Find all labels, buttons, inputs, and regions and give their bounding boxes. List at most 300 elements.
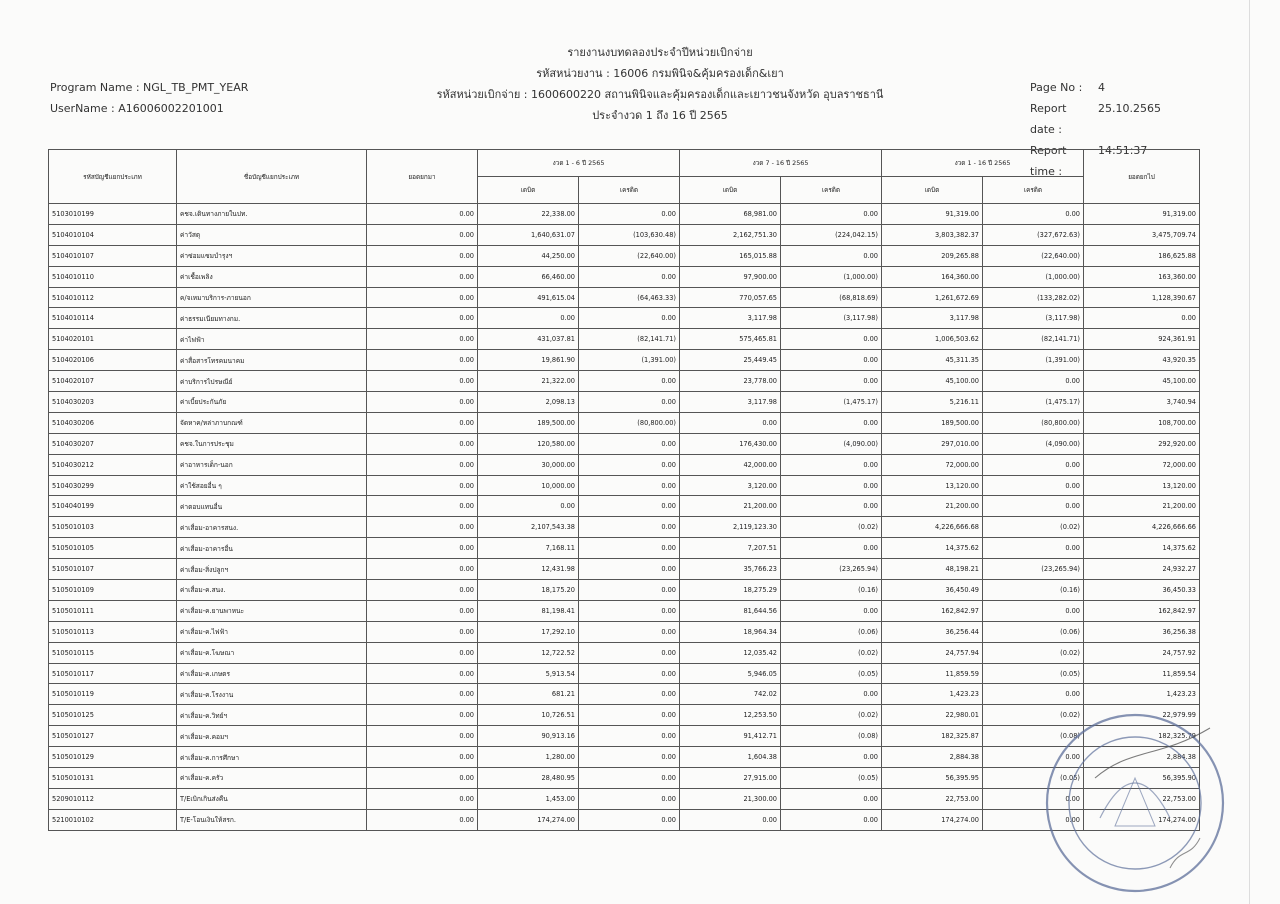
cell-debit-1-16: 36,256.44 bbox=[882, 621, 983, 642]
cell-credit-7-16: (224,042.15) bbox=[781, 224, 882, 245]
cell-debit-1-6: 12,722.52 bbox=[478, 642, 579, 663]
table-row bbox=[49, 245, 1200, 266]
cell-debit-1-6: 10,000.00 bbox=[478, 475, 579, 496]
cell-debit-7-16: 81,644.56 bbox=[680, 600, 781, 621]
cell-opening-balance: 0.00 bbox=[367, 350, 478, 371]
cell-closing-balance: 3,475,709.74 bbox=[1084, 224, 1200, 245]
cell-closing-balance: 174,274.00 bbox=[1084, 809, 1200, 830]
cell-debit-1-16: 13,120.00 bbox=[882, 475, 983, 496]
cell-account-code: 5105010111 bbox=[49, 600, 177, 621]
cell-credit-7-16: 0.00 bbox=[781, 412, 882, 433]
cell-account-name: ค่าสื่อสารโทรคมนาคม bbox=[177, 350, 367, 371]
cell-credit-7-16: (0.02) bbox=[781, 517, 882, 538]
cell-closing-balance: 108,700.00 bbox=[1084, 412, 1200, 433]
cell-debit-1-6: 2,107,543.38 bbox=[478, 517, 579, 538]
cell-credit-1-6: 0.00 bbox=[579, 580, 680, 601]
cell-debit-1-6: 21,322.00 bbox=[478, 371, 579, 392]
cell-debit-1-6: 2,098.13 bbox=[478, 392, 579, 413]
program-name: Program Name : NGL_TB_PMT_YEAR bbox=[50, 81, 249, 94]
cell-account-code: 5105010103 bbox=[49, 517, 177, 538]
cell-debit-7-16: 165,015.88 bbox=[680, 245, 781, 266]
cell-debit-1-16: 14,375.62 bbox=[882, 538, 983, 559]
cell-account-name: ค่าเชื้อเพลิง bbox=[177, 266, 367, 287]
trial-balance-table bbox=[48, 149, 1200, 831]
cell-debit-1-6: 5,913.54 bbox=[478, 663, 579, 684]
cell-closing-balance: 13,120.00 bbox=[1084, 475, 1200, 496]
cell-debit-1-16: 45,100.00 bbox=[882, 371, 983, 392]
cell-debit-1-6: 491,615.04 bbox=[478, 287, 579, 308]
cell-debit-1-6: 66,460.00 bbox=[478, 266, 579, 287]
cell-account-name: ค่าเสื่อม-ค.สนง. bbox=[177, 580, 367, 601]
cell-debit-1-6: 90,913.16 bbox=[478, 726, 579, 747]
table-row bbox=[49, 475, 1200, 496]
cell-debit-1-16: 1,423.23 bbox=[882, 684, 983, 705]
cell-credit-1-16: (1,391.00) bbox=[983, 350, 1084, 371]
table-row bbox=[49, 600, 1200, 621]
table-row bbox=[49, 538, 1200, 559]
cell-debit-1-16: 189,500.00 bbox=[882, 412, 983, 433]
cell-account-code: 5104030212 bbox=[49, 454, 177, 475]
cell-credit-7-16: (0.05) bbox=[781, 663, 882, 684]
header-debit: เดบิต bbox=[680, 177, 781, 204]
cell-credit-1-16: (0.05) bbox=[983, 663, 1084, 684]
cell-credit-7-16: (0.05) bbox=[781, 768, 882, 789]
cell-closing-balance: 24,757.92 bbox=[1084, 642, 1200, 663]
cell-account-name: ค่าเสื่อม-ค.โรงงาน bbox=[177, 684, 367, 705]
cell-debit-7-16: 770,057.65 bbox=[680, 287, 781, 308]
cell-debit-7-16: 18,964.34 bbox=[680, 621, 781, 642]
report-title: รายงานงบทดลองประจำปีหน่วยเบิกจ่าย bbox=[567, 46, 753, 59]
cell-debit-1-6: 17,292.10 bbox=[478, 621, 579, 642]
cell-credit-7-16: 0.00 bbox=[781, 475, 882, 496]
cell-credit-7-16: 0.00 bbox=[781, 600, 882, 621]
cell-credit-1-16: 0.00 bbox=[983, 475, 1084, 496]
cell-debit-1-16: 91,319.00 bbox=[882, 204, 983, 225]
cell-opening-balance: 0.00 bbox=[367, 788, 478, 809]
cell-closing-balance: 1,423.23 bbox=[1084, 684, 1200, 705]
cell-debit-7-16: 25,449.45 bbox=[680, 350, 781, 371]
header-closing-balance: ยอดยกไป bbox=[1084, 150, 1200, 204]
report-date-value: 25.10.2565 bbox=[1098, 102, 1161, 115]
table-row bbox=[49, 287, 1200, 308]
cell-credit-1-6: 0.00 bbox=[579, 475, 680, 496]
cell-debit-1-16: 3,803,382.37 bbox=[882, 224, 983, 245]
cell-debit-1-6: 189,500.00 bbox=[478, 412, 579, 433]
cell-credit-1-6: 0.00 bbox=[579, 788, 680, 809]
cell-credit-1-6: (80,800.00) bbox=[579, 412, 680, 433]
cell-credit-7-16: 0.00 bbox=[781, 809, 882, 830]
cell-opening-balance: 0.00 bbox=[367, 371, 478, 392]
cell-account-code: 5105010107 bbox=[49, 559, 177, 580]
cell-debit-1-16: 297,010.00 bbox=[882, 433, 983, 454]
disbursement-unit: รหัสหน่วยเบิกจ่าย : 1600600220 สถานพินิจและคุ้มครองเด็กและเยาวชนจังหวัด อุบลราชธานี bbox=[436, 88, 884, 101]
cell-credit-1-6: 0.00 bbox=[579, 684, 680, 705]
header-period-7-16: งวด 7 - 16 ปี 2565 bbox=[680, 150, 882, 177]
cell-account-code: 5105010125 bbox=[49, 705, 177, 726]
cell-debit-7-16: 742.02 bbox=[680, 684, 781, 705]
table-row bbox=[49, 412, 1200, 433]
cell-credit-7-16: 0.00 bbox=[781, 204, 882, 225]
cell-opening-balance: 0.00 bbox=[367, 412, 478, 433]
cell-credit-1-16: (80,800.00) bbox=[983, 412, 1084, 433]
cell-account-code: 5103010199 bbox=[49, 204, 177, 225]
cell-opening-balance: 0.00 bbox=[367, 287, 478, 308]
cell-account-code: 5104030207 bbox=[49, 433, 177, 454]
table-row bbox=[49, 204, 1200, 225]
header-period-1-16: งวด 1 - 16 ปี 2565 bbox=[882, 150, 1084, 177]
cell-credit-1-16: 0.00 bbox=[983, 600, 1084, 621]
cell-opening-balance: 0.00 bbox=[367, 621, 478, 642]
cell-account-name: ค่าเสื่อม-สิ่งปลูกฯ bbox=[177, 559, 367, 580]
table-row bbox=[49, 642, 1200, 663]
cell-debit-7-16: 97,900.00 bbox=[680, 266, 781, 287]
cell-credit-1-6: 0.00 bbox=[579, 663, 680, 684]
cell-opening-balance: 0.00 bbox=[367, 663, 478, 684]
cell-debit-1-16: 1,006,503.62 bbox=[882, 329, 983, 350]
cell-opening-balance: 0.00 bbox=[367, 496, 478, 517]
cell-credit-7-16: (0.08) bbox=[781, 726, 882, 747]
cell-closing-balance: 56,395.90 bbox=[1084, 768, 1200, 789]
cell-credit-1-6: 0.00 bbox=[579, 726, 680, 747]
cell-account-name: ค่าเสื่อม-อาคารอื่น bbox=[177, 538, 367, 559]
cell-account-name: ค่าไฟฟ้า bbox=[177, 329, 367, 350]
cell-credit-1-16: (0.02) bbox=[983, 517, 1084, 538]
cell-debit-1-16: 209,265.88 bbox=[882, 245, 983, 266]
report-header-left bbox=[50, 77, 248, 119]
cell-debit-1-6: 28,480.95 bbox=[478, 768, 579, 789]
cell-debit-1-6: 7,168.11 bbox=[478, 538, 579, 559]
cell-debit-7-16: 68,981.00 bbox=[680, 204, 781, 225]
cell-account-code: 5105010115 bbox=[49, 642, 177, 663]
cell-credit-1-6: 0.00 bbox=[579, 496, 680, 517]
cell-credit-1-6: 0.00 bbox=[579, 392, 680, 413]
cell-closing-balance: 163,360.00 bbox=[1084, 266, 1200, 287]
cell-credit-7-16: 0.00 bbox=[781, 350, 882, 371]
cell-account-code: 5104020101 bbox=[49, 329, 177, 350]
cell-debit-7-16: 91,412.71 bbox=[680, 726, 781, 747]
cell-credit-7-16: 0.00 bbox=[781, 788, 882, 809]
cell-credit-1-16: 0.00 bbox=[983, 538, 1084, 559]
cell-account-name: ค่าใช้สอยอื่น ๆ bbox=[177, 475, 367, 496]
cell-account-name: ค่าเสื่อม-ค.คอมฯ bbox=[177, 726, 367, 747]
cell-credit-7-16: 0.00 bbox=[781, 538, 882, 559]
cell-debit-7-16: 3,120.00 bbox=[680, 475, 781, 496]
cell-credit-1-6: 0.00 bbox=[579, 642, 680, 663]
cell-debit-7-16: 21,300.00 bbox=[680, 788, 781, 809]
cell-credit-1-16: 0.00 bbox=[983, 496, 1084, 517]
cell-account-name: ค่าเสื่อม-ค.เกษตร bbox=[177, 663, 367, 684]
cell-closing-balance: 14,375.62 bbox=[1084, 538, 1200, 559]
cell-account-code: 5105010129 bbox=[49, 747, 177, 768]
cell-credit-1-6: 0.00 bbox=[579, 308, 680, 329]
cell-opening-balance: 0.00 bbox=[367, 433, 478, 454]
header-credit: เครดิต bbox=[579, 177, 680, 204]
table-row bbox=[49, 308, 1200, 329]
cell-account-name: ค่าเบี้ยประกันภัย bbox=[177, 392, 367, 413]
cell-debit-1-6: 174,274.00 bbox=[478, 809, 579, 830]
cell-account-name: ค่าธรรมเนียมทางกม. bbox=[177, 308, 367, 329]
cell-credit-1-6: 0.00 bbox=[579, 621, 680, 642]
cell-debit-7-16: 21,200.00 bbox=[680, 496, 781, 517]
cell-closing-balance: 43,920.35 bbox=[1084, 350, 1200, 371]
cell-opening-balance: 0.00 bbox=[367, 768, 478, 789]
cell-closing-balance: 24,932.27 bbox=[1084, 559, 1200, 580]
cell-debit-1-16: 162,842.97 bbox=[882, 600, 983, 621]
cell-debit-1-16: 22,753.00 bbox=[882, 788, 983, 809]
cell-account-name: ค่าซ่อมแซมบำรุงฯ bbox=[177, 245, 367, 266]
table-row bbox=[49, 684, 1200, 705]
cell-closing-balance: 924,361.91 bbox=[1084, 329, 1200, 350]
cell-credit-7-16: 0.00 bbox=[781, 684, 882, 705]
cell-closing-balance: 36,450.33 bbox=[1084, 580, 1200, 601]
cell-opening-balance: 0.00 bbox=[367, 726, 478, 747]
cell-account-name: ค่าอาหารเด็ก-นอก bbox=[177, 454, 367, 475]
cell-credit-1-16: (0.02) bbox=[983, 642, 1084, 663]
cell-credit-7-16: (23,265.94) bbox=[781, 559, 882, 580]
cell-account-code: 5104010107 bbox=[49, 245, 177, 266]
cell-credit-1-6: 0.00 bbox=[579, 768, 680, 789]
cell-credit-1-6: 0.00 bbox=[579, 538, 680, 559]
header-period-1-6: งวด 1 - 6 ปี 2565 bbox=[478, 150, 680, 177]
header-credit: เครดิต bbox=[781, 177, 882, 204]
cell-credit-7-16: (68,818.69) bbox=[781, 287, 882, 308]
cell-credit-1-16: (327,672.63) bbox=[983, 224, 1084, 245]
cell-account-code: 5104030206 bbox=[49, 412, 177, 433]
header-account-name: ชื่อบัญชีแยกประเภท bbox=[177, 150, 367, 204]
cell-debit-1-6: 19,861.90 bbox=[478, 350, 579, 371]
cell-closing-balance: 36,256.38 bbox=[1084, 621, 1200, 642]
cell-account-name: คชจ.ในการประชุม bbox=[177, 433, 367, 454]
cell-account-code: 5104010114 bbox=[49, 308, 177, 329]
header-opening-balance: ยอดยกมา bbox=[367, 150, 478, 204]
cell-debit-1-16: 72,000.00 bbox=[882, 454, 983, 475]
cell-credit-7-16: 0.00 bbox=[781, 329, 882, 350]
cell-credit-1-16: (0.16) bbox=[983, 580, 1084, 601]
cell-account-code: 5104040199 bbox=[49, 496, 177, 517]
cell-closing-balance: 3,740.94 bbox=[1084, 392, 1200, 413]
cell-credit-1-6: 0.00 bbox=[579, 809, 680, 830]
user-name: UserName : A16006002201001 bbox=[50, 102, 224, 115]
cell-credit-7-16: (1,000.00) bbox=[781, 266, 882, 287]
cell-closing-balance: 292,920.00 bbox=[1084, 433, 1200, 454]
cell-account-code: 5210010102 bbox=[49, 809, 177, 830]
cell-closing-balance: 182,325.79 bbox=[1084, 726, 1200, 747]
cell-credit-7-16: (1,475.17) bbox=[781, 392, 882, 413]
cell-opening-balance: 0.00 bbox=[367, 600, 478, 621]
page-edge-line bbox=[1249, 0, 1250, 904]
cell-credit-7-16: (0.02) bbox=[781, 642, 882, 663]
cell-closing-balance: 186,625.88 bbox=[1084, 245, 1200, 266]
report-time-label: Report time : bbox=[1030, 144, 1067, 178]
cell-credit-1-16: (0.02) bbox=[983, 705, 1084, 726]
cell-debit-1-16: 56,395.95 bbox=[882, 768, 983, 789]
cell-credit-1-16: 0.00 bbox=[983, 684, 1084, 705]
table-row bbox=[49, 580, 1200, 601]
table-row bbox=[49, 433, 1200, 454]
cell-credit-7-16: 0.00 bbox=[781, 747, 882, 768]
cell-credit-1-6: 0.00 bbox=[579, 454, 680, 475]
cell-debit-7-16: 12,253.50 bbox=[680, 705, 781, 726]
table-row bbox=[49, 559, 1200, 580]
page-no-value: 4 bbox=[1098, 81, 1105, 94]
cell-account-name: ค่าเสื่อม-อาคารสนง. bbox=[177, 517, 367, 538]
cell-closing-balance: 91,319.00 bbox=[1084, 204, 1200, 225]
table-row bbox=[49, 371, 1200, 392]
page-no-label: Page No : bbox=[1030, 81, 1083, 94]
cell-closing-balance: 4,226,666.66 bbox=[1084, 517, 1200, 538]
cell-debit-1-16: 5,216.11 bbox=[882, 392, 983, 413]
cell-debit-1-16: 36,450.49 bbox=[882, 580, 983, 601]
cell-account-code: 5105010119 bbox=[49, 684, 177, 705]
cell-credit-7-16: (0.16) bbox=[781, 580, 882, 601]
official-stamp-seal bbox=[1040, 708, 1230, 898]
cell-account-name: จัดหาค/หล่าภาบกณฑ์ bbox=[177, 412, 367, 433]
cell-opening-balance: 0.00 bbox=[367, 642, 478, 663]
cell-debit-1-16: 45,311.35 bbox=[882, 350, 983, 371]
report-date-label: Report date : bbox=[1030, 102, 1067, 136]
cell-closing-balance: 162,842.97 bbox=[1084, 600, 1200, 621]
report-period: ประจำงวด 1 ถึง 16 ปี 2565 bbox=[592, 109, 728, 122]
cell-account-name: ค/จเหมาบริการ-ภายนอก bbox=[177, 287, 367, 308]
cell-debit-7-16: 5,946.05 bbox=[680, 663, 781, 684]
cell-account-code: 5104010112 bbox=[49, 287, 177, 308]
cell-debit-1-6: 18,175.20 bbox=[478, 580, 579, 601]
report-time-value: 14:51:37 bbox=[1098, 144, 1148, 157]
cell-account-code: 5105010117 bbox=[49, 663, 177, 684]
cell-debit-7-16: 1,604.38 bbox=[680, 747, 781, 768]
cell-debit-1-16: 174,274.00 bbox=[882, 809, 983, 830]
cell-credit-1-16: (0.05) bbox=[983, 768, 1084, 789]
cell-opening-balance: 0.00 bbox=[367, 705, 478, 726]
cell-credit-1-16: 0.00 bbox=[983, 204, 1084, 225]
header-debit: เดบิต bbox=[478, 177, 579, 204]
cell-opening-balance: 0.00 bbox=[367, 580, 478, 601]
cell-debit-1-16: 4,226,666.68 bbox=[882, 517, 983, 538]
cell-account-code: 5105010109 bbox=[49, 580, 177, 601]
cell-debit-1-16: 48,198.21 bbox=[882, 559, 983, 580]
cell-debit-1-6: 0.00 bbox=[478, 496, 579, 517]
table-row bbox=[49, 496, 1200, 517]
cell-credit-7-16: 0.00 bbox=[781, 496, 882, 517]
cell-credit-7-16: (0.02) bbox=[781, 705, 882, 726]
cell-opening-balance: 0.00 bbox=[367, 559, 478, 580]
cell-debit-7-16: 18,275.29 bbox=[680, 580, 781, 601]
table-row bbox=[49, 747, 1200, 768]
cell-debit-1-16: 3,117.98 bbox=[882, 308, 983, 329]
cell-credit-1-16: (3,117.98) bbox=[983, 308, 1084, 329]
table-row bbox=[49, 454, 1200, 475]
cell-debit-7-16: 3,117.98 bbox=[680, 308, 781, 329]
agency-code: รหัสหน่วยงาน : 16006 กรมพินิจ&คุ้มครองเด็ก&เยา bbox=[536, 67, 784, 80]
cell-credit-7-16: 0.00 bbox=[781, 454, 882, 475]
cell-debit-7-16: 0.00 bbox=[680, 809, 781, 830]
cell-debit-7-16: 176,430.00 bbox=[680, 433, 781, 454]
table-row bbox=[49, 788, 1200, 809]
cell-opening-balance: 0.00 bbox=[367, 204, 478, 225]
cell-debit-1-16: 24,757.94 bbox=[882, 642, 983, 663]
cell-debit-7-16: 42,000.00 bbox=[680, 454, 781, 475]
cell-credit-1-6: 0.00 bbox=[579, 204, 680, 225]
cell-debit-1-6: 1,640,631.07 bbox=[478, 224, 579, 245]
cell-closing-balance: 22,753.00 bbox=[1084, 788, 1200, 809]
cell-debit-1-16: 182,325.87 bbox=[882, 726, 983, 747]
cell-account-name: ค่าเสื่อม-ค.วิทย์ฯ bbox=[177, 705, 367, 726]
cell-opening-balance: 0.00 bbox=[367, 392, 478, 413]
cell-closing-balance: 11,859.54 bbox=[1084, 663, 1200, 684]
cell-debit-1-6: 10,726.51 bbox=[478, 705, 579, 726]
cell-opening-balance: 0.00 bbox=[367, 809, 478, 830]
cell-account-name: T/E-โอนเงินให้สรก. bbox=[177, 809, 367, 830]
cell-credit-1-6: (103,630.48) bbox=[579, 224, 680, 245]
cell-credit-1-16: 0.00 bbox=[983, 747, 1084, 768]
table-row bbox=[49, 726, 1200, 747]
cell-opening-balance: 0.00 bbox=[367, 747, 478, 768]
cell-debit-7-16: 575,465.81 bbox=[680, 329, 781, 350]
table-row bbox=[49, 705, 1200, 726]
cell-debit-1-16: 164,360.00 bbox=[882, 266, 983, 287]
cell-credit-1-6: 0.00 bbox=[579, 747, 680, 768]
cell-account-name: ค่าบริการไปรษณีย์ bbox=[177, 371, 367, 392]
cell-credit-1-16: 0.00 bbox=[983, 809, 1084, 830]
cell-opening-balance: 0.00 bbox=[367, 308, 478, 329]
cell-debit-1-16: 22,980.01 bbox=[882, 705, 983, 726]
cell-debit-1-6: 1,280.00 bbox=[478, 747, 579, 768]
cell-credit-1-16: (1,000.00) bbox=[983, 266, 1084, 287]
cell-credit-7-16: (4,090.00) bbox=[781, 433, 882, 454]
cell-debit-1-16: 21,200.00 bbox=[882, 496, 983, 517]
header-credit: เครดิต bbox=[983, 177, 1084, 204]
cell-debit-1-6: 22,338.00 bbox=[478, 204, 579, 225]
header-debit: เดบิต bbox=[882, 177, 983, 204]
cell-opening-balance: 0.00 bbox=[367, 245, 478, 266]
cell-debit-1-6: 81,198.41 bbox=[478, 600, 579, 621]
cell-account-code: 5104010110 bbox=[49, 266, 177, 287]
cell-credit-1-16: (0.08) bbox=[983, 726, 1084, 747]
cell-opening-balance: 0.00 bbox=[367, 454, 478, 475]
cell-debit-1-16: 11,859.59 bbox=[882, 663, 983, 684]
cell-debit-1-6: 681.21 bbox=[478, 684, 579, 705]
cell-debit-1-6: 30,000.00 bbox=[478, 454, 579, 475]
cell-credit-7-16: 0.00 bbox=[781, 371, 882, 392]
cell-credit-1-6: 0.00 bbox=[579, 559, 680, 580]
cell-credit-1-6: (82,141.71) bbox=[579, 329, 680, 350]
cell-credit-1-16: (0.06) bbox=[983, 621, 1084, 642]
cell-account-code: 5104030203 bbox=[49, 392, 177, 413]
table-row bbox=[49, 266, 1200, 287]
table-row bbox=[49, 350, 1200, 371]
page-no-row bbox=[1030, 77, 1161, 98]
cell-opening-balance: 0.00 bbox=[367, 475, 478, 496]
cell-debit-7-16: 12,035.42 bbox=[680, 642, 781, 663]
cell-credit-1-6: (1,391.00) bbox=[579, 350, 680, 371]
cell-debit-1-6: 1,453.00 bbox=[478, 788, 579, 809]
report-header-center bbox=[380, 42, 940, 126]
cell-credit-1-16: (22,640.00) bbox=[983, 245, 1084, 266]
cell-account-name: ค่าเสื่อม-ค.โฆษณา bbox=[177, 642, 367, 663]
table-row bbox=[49, 621, 1200, 642]
cell-account-code: 5209010112 bbox=[49, 788, 177, 809]
report-date-row bbox=[1030, 98, 1161, 140]
cell-debit-1-16: 1,261,672.69 bbox=[882, 287, 983, 308]
cell-account-code: 5104020107 bbox=[49, 371, 177, 392]
table-row bbox=[49, 392, 1200, 413]
cell-credit-1-6: 0.00 bbox=[579, 266, 680, 287]
cell-account-name: T/Eเบิกเกินส่งคืน bbox=[177, 788, 367, 809]
header-account-code: รหัสบัญชีแยกประเภท bbox=[49, 150, 177, 204]
cell-debit-1-6: 12,431.98 bbox=[478, 559, 579, 580]
cell-debit-1-6: 0.00 bbox=[478, 308, 579, 329]
cell-debit-1-6: 120,580.00 bbox=[478, 433, 579, 454]
